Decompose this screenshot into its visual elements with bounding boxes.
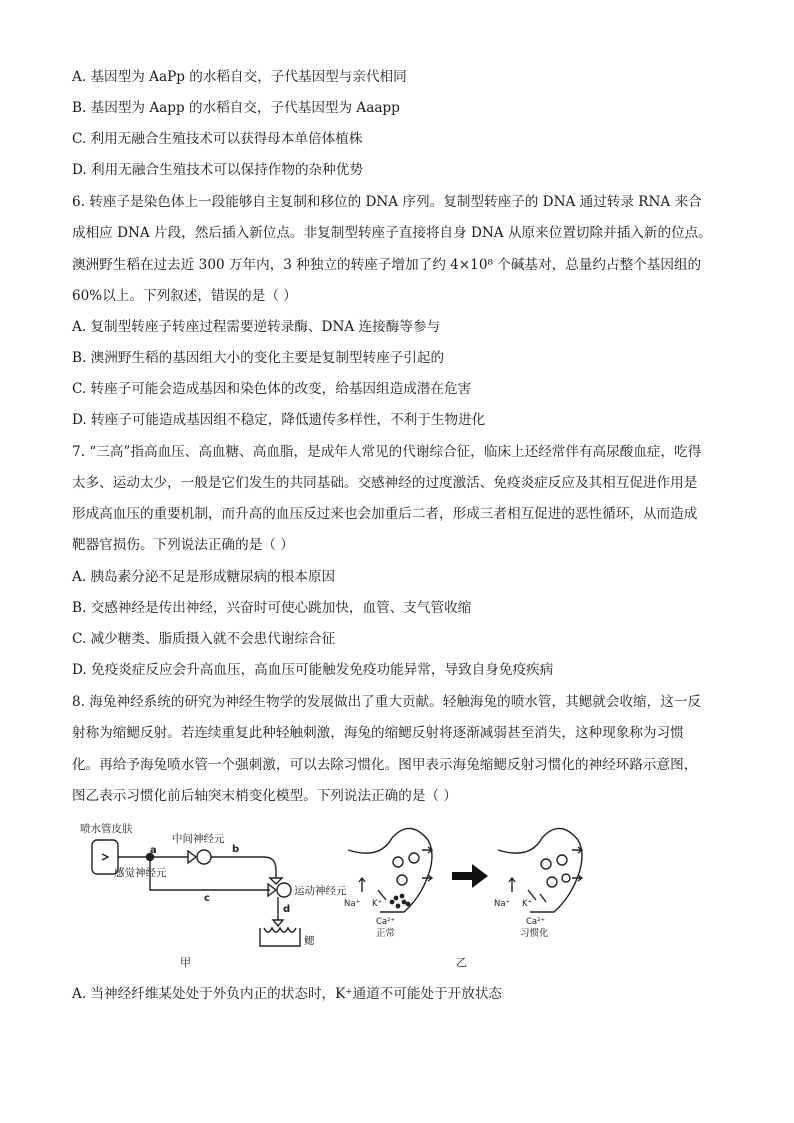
axon-terminal-normal	[348, 828, 432, 912]
q6-stem-line: 澳洲野生稻在过去近 300 万年内，3 种独立的转座子增加了约 4×10⁸ 个碱基对，总量约占整个基因组的	[72, 257, 702, 273]
label-na: Na⁺	[494, 899, 511, 909]
q6-option-c: C. 转座子可能会造成基因和染色体的改变，给基因组造成潜在危害	[72, 381, 472, 397]
axon-terminal-habituated	[498, 828, 582, 912]
label-c: c	[204, 893, 210, 904]
q7-stem-line: 靶器官损伤。下列说法正确的是（ ）	[72, 537, 294, 553]
label-yi: 乙	[456, 956, 467, 969]
q7-stem-line: 7. “三高”指高血压、高血糖、高血脂，是成年人常见的代谢综合征，临床上还经常伴有高尿酸血症，吃得	[72, 444, 702, 460]
transition-arrow-icon	[452, 864, 488, 888]
neural-circuit-figure	[80, 820, 720, 970]
label-d: d	[283, 904, 291, 915]
synapse-triangle	[270, 878, 282, 884]
label-motor: 运动神经元	[294, 885, 347, 897]
synapse-triangle	[188, 851, 196, 863]
motor-neuron-body	[277, 883, 291, 897]
label-normal: 正常	[376, 928, 396, 939]
label-habit: 习惯化	[520, 928, 549, 939]
q7-option-a: A. 胰岛素分泌不足是形成糖尿病的根本原因	[72, 569, 336, 585]
q5-option-b: B. 基因型为 Aapp 的水稻自交，子代基因型为 Aaapp	[72, 100, 400, 116]
label-jia: 甲	[180, 956, 191, 969]
label-ca: Ca²⁺	[376, 917, 396, 927]
label-a: a	[150, 845, 157, 856]
label-skin: 喷水管皮肤	[80, 823, 133, 835]
label-gill: 鳃	[304, 935, 315, 947]
synapse-triangle	[273, 920, 283, 926]
label-na: Na⁺	[344, 899, 361, 909]
q8-stem-line: 射称为缩鳃反射。若连续重复此种轻触刺激，海兔的缩鳃反射将逐渐减弱甚至消失，这种现象称为习惯	[72, 725, 684, 741]
q8-stem-line: 图乙表示习惯化前后轴突末梢变化模型。下列说法正确的是（ ）	[72, 788, 457, 804]
q6-stem-line: 成相应 DNA 片段，然后插入新位点。非复制型转座子直接将自身 DNA 从原来位置切除并插入新的位点。	[72, 225, 712, 241]
q7-option-b: B. 交感神经是传出神经，兴奋时可使心跳加快，血管、支气管收缩	[72, 600, 472, 616]
figure-yi-normal	[344, 828, 432, 939]
q7-option-c: C. 减少糖类、脂质摄入就不会患代谢综合征	[72, 631, 336, 647]
q7-stem-line: 太多、运动太少，一般是它们发生的共同基础。交感神经的过度激活、免疫炎症反应及其相互促进作用是	[72, 475, 698, 491]
q8-stem-line: 8. 海兔神经系统的研究为神经生物学的发展做出了重大贡献。轻触海兔的喷水管，其鳃就会收缩，这一反	[72, 694, 702, 710]
q6-stem-line: 60%以上。下列叙述，错误的是（ ）	[72, 288, 297, 304]
q6-option-d: D. 转座子可能造成基因组不稳定，降低遗传多样性，不利于生物进化	[72, 412, 486, 428]
figure-yi-habituated	[494, 828, 582, 939]
q5-option-c: C. 利用无融合生殖技术可以获得母本单倍体植株	[72, 131, 363, 147]
q8-stem-line: 化。再给予海兔喷水管一个强刺激，可以去除习惯化。图甲表示海兔缩鳃反射习惯化的神经环路示意图，	[72, 757, 698, 773]
q8-option-a: A. 当神经纤维某处处于外负内正的状态时，K⁺通道不可能处于开放状态	[72, 986, 503, 1002]
q7-option-d: D. 免疫炎症反应会升高血压，高血压可能触发免疫功能异常，导致自身免疫疾病	[72, 662, 554, 678]
label-ca: Ca²⁺	[526, 917, 546, 927]
q6-option-a: A. 复制型转座子转座过程需要逆转录酶、DNA 连接酶等参与	[72, 319, 441, 335]
q6-option-b: B. 澳洲野生稻的基因组大小的变化主要是复制型转座子引起的	[72, 350, 445, 366]
label-sensory: 感觉神经元	[114, 867, 167, 879]
q6-stem-line: 6. 转座子是染色体上一段能够自主复制和移位的 DNA 序列。复制型转座子的 DNA 通过转录 RNA 来合	[72, 194, 702, 210]
label-b: b	[232, 844, 240, 855]
figure-jia	[80, 822, 347, 969]
label-k: K⁺	[372, 899, 383, 909]
q7-stem-line: 形成高血压的重要机制，而升高的血压反过来也会加重后二者，形成三者相互促进的恶性循环，从而造成	[72, 506, 698, 522]
label-k: K⁺	[522, 899, 533, 909]
label-inter: 中间神经元	[172, 833, 225, 845]
interneuron-body	[197, 850, 211, 864]
q5-option-a: A. 基因型为 AaPp 的水稻自交，子代基因型与亲代相同	[72, 69, 407, 85]
gill-icon	[260, 928, 300, 946]
q5-option-d: D. 利用无融合生殖技术可以保持作物的杂种优势	[72, 162, 363, 178]
receptor-arrow-icon	[102, 854, 108, 860]
